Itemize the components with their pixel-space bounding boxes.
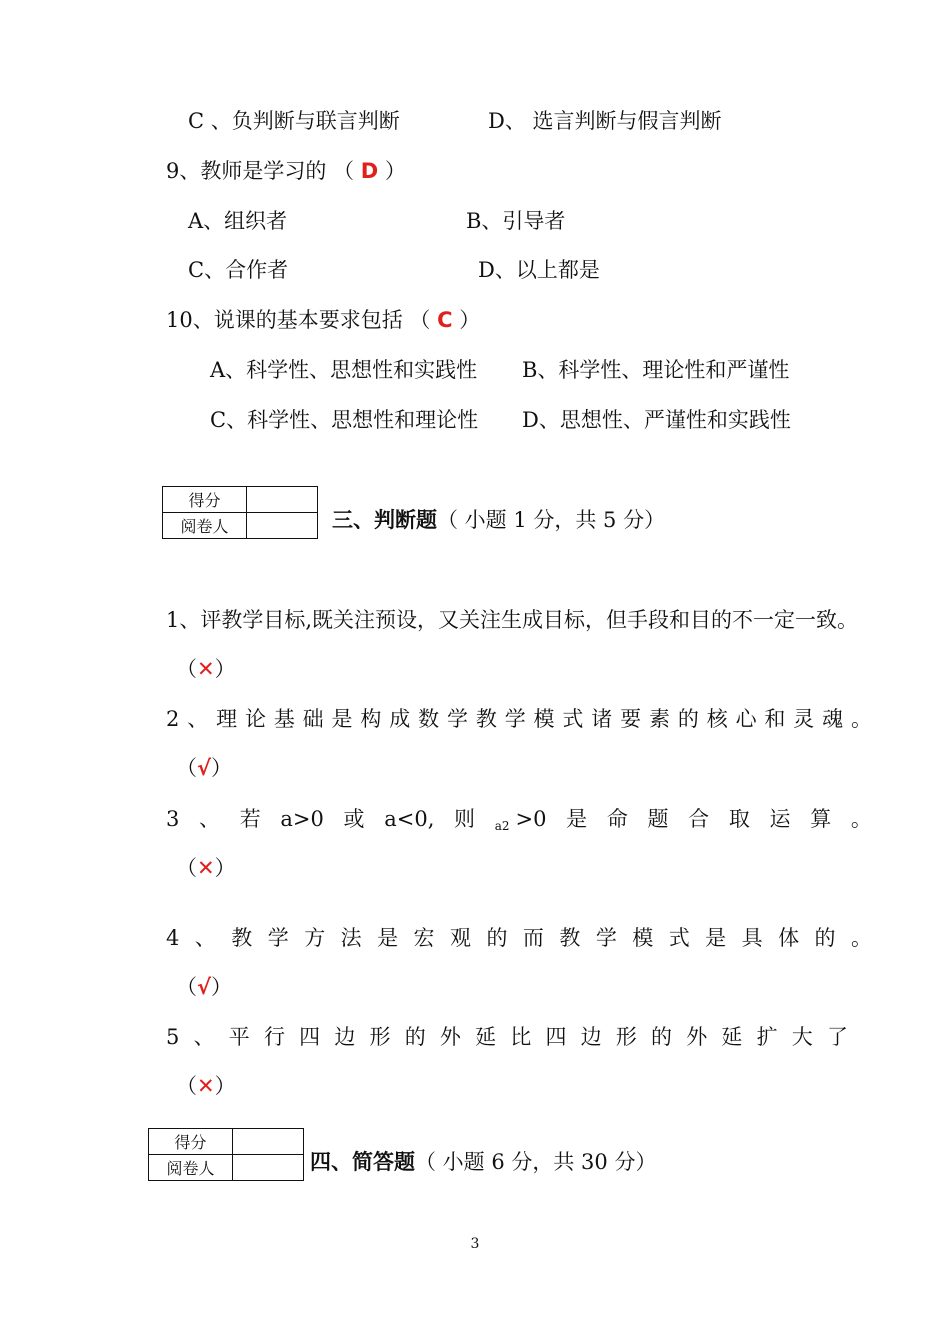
j2-char: 理 [216,707,238,731]
j5-char: 形 [369,1025,391,1049]
q9-option-c: C、合作者 [188,258,289,282]
j2-char: 、 [187,707,209,731]
j4-char: 法 [340,926,362,950]
j4-char: 的 [814,926,836,950]
page-number: 3 [470,1236,480,1252]
j2-char: 教 [475,707,497,731]
reviewer-label: 阅卷人 [149,1155,233,1181]
j4-char: 学 [267,926,289,950]
score-label: 得分 [163,487,247,513]
j4-char: 、 [194,926,216,950]
q10-stem-text: 10、说课的基本要求包括 （ [166,308,431,332]
j5-char: 边 [334,1025,356,1049]
j5-char: 平 [228,1025,250,1049]
q8-option-d: D、 选言判断与假言判断 [488,109,722,133]
j5-char: 扩 [756,1025,778,1049]
j5-char: 5 [166,1025,180,1049]
q10-close: ） [459,308,481,332]
paren-close: ） [211,756,233,780]
section4-heading [310,1148,656,1176]
j5-char: 了 [826,1025,848,1049]
j4-char: 式 [668,926,690,950]
j2-char: 诸 [591,707,613,731]
judgment-3-answer [176,854,236,882]
j3-token: 算 [810,807,832,831]
paren-open: （ [176,1074,197,1098]
j4-char: 宏 [413,926,435,950]
judgment-2-mark: √ [197,756,212,780]
q10-option-b: B、科学性、理论性和严谨性 [522,358,790,382]
j4-char: 4 [166,926,180,950]
paren-close: ） [211,975,233,999]
j3-token: 是 [566,807,588,831]
q9-answer: D [360,159,379,183]
j4-char: 学 [595,926,617,950]
j4-char: 教 [231,926,253,950]
reviewer-blank [247,513,318,539]
j2-char: 成 [389,707,411,731]
q9-close: ） [384,159,406,183]
j5-char: 行 [263,1025,285,1049]
j3-token: 题 [647,807,669,831]
q10-option-d: D、思想性、严谨性和实践性 [522,408,791,432]
j3-token [495,805,547,836]
j5-char: 外 [686,1025,708,1049]
score-label: 得分 [149,1129,233,1155]
j4-char: 体 [778,926,800,950]
judgment-3-text [166,805,872,836]
j2-char: 模 [533,707,555,731]
j4-char: 的 [486,926,508,950]
reviewer-label: 阅卷人 [163,513,247,539]
q10-option-c: C、科学性、思想性和理论性 [210,408,479,432]
paren-open: （ [176,657,197,681]
reviewer-blank [233,1155,304,1181]
j3-token: 、 [199,807,221,831]
judgment-1-mark: ✕ [197,657,215,681]
j5-char: 四 [545,1025,567,1049]
paren-close: ） [214,1074,236,1098]
q8-option-c: C 、负判断与联言判断 [188,109,400,133]
j3-token: 则 [454,807,476,831]
j4-char: 是 [377,926,399,950]
q10-stem [166,306,480,334]
j5-char: 的 [651,1025,672,1049]
j2-char: 和 [764,707,786,731]
j3-token: 运 [769,807,791,831]
judgment-5-text [166,1023,848,1051]
j2-char: 是 [331,707,353,731]
j5-char: 比 [510,1025,532,1049]
j4-char: 模 [632,926,654,950]
judgment-1-answer [176,655,236,683]
q10-option-a: A、科学性、思想性和实践性 [210,358,478,382]
j5-char: 外 [439,1025,461,1049]
j2-char: 核 [706,707,728,731]
j3-token: 合 [688,807,710,831]
j3-token: 若 [239,807,261,831]
j5-char: 的 [404,1025,426,1049]
j5-char: 大 [791,1025,813,1049]
score-table-section3 [162,486,318,539]
q9-stem [166,157,406,185]
j3-token: 3 [166,807,180,831]
j5-char: 、 [193,1025,215,1049]
judgment-4-text [166,924,872,952]
section3-title: 三、判断题 [332,508,437,532]
section4-note: （ 小题 6 分，共 30 分） [415,1150,657,1174]
q9-option-d: D、以上都是 [478,258,600,282]
q9-option-a: A、组织者 [188,209,288,233]
j2-char: 构 [360,707,382,731]
j2-char: 式 [562,707,584,731]
j5-char: 边 [580,1025,602,1049]
j3-token: a>0 [280,807,324,831]
j4-char: 具 [741,926,763,950]
judgment-5-answer [176,1072,236,1100]
judgment-1-text: 1、评教学目标,既关注预设，又关注生成目标，但手段和目的不一定一致。 [166,608,859,632]
paren-open: （ [176,856,197,880]
j2-char: 学 [446,707,468,731]
judgment-4-mark: √ [197,975,212,999]
j4-char: 观 [450,926,471,950]
j4-char: 教 [559,926,581,950]
paren-open: （ [176,975,197,999]
q9-option-b: B、引导者 [466,209,566,233]
j2-char: 要 [620,707,642,731]
j2-char: 灵 [793,707,815,731]
j2-char: 2 [166,707,180,731]
j3-subscript: a2 [494,819,510,833]
j5-char: 四 [299,1025,321,1049]
j2-char: 。 [851,707,872,731]
paren-close: ） [214,856,236,880]
score-table-section4 [148,1128,304,1181]
j2-char: 心 [735,707,757,731]
j2-char: 魂 [822,707,844,731]
j3-token: 。 [850,807,872,831]
paren-open: （ [176,756,197,780]
j2-char: 基 [273,707,295,731]
j2-char: 的 [677,707,699,731]
j4-char: 。 [850,926,872,950]
j3-token: 取 [728,807,750,831]
section4-title: 四、简答题 [310,1150,415,1174]
judgment-5-mark: ✕ [197,1074,215,1098]
j4-char: 是 [705,926,727,950]
j4-char: 而 [522,926,544,950]
j3-token: 命 [606,807,628,831]
j2-char: 素 [648,707,670,731]
j5-char: 延 [721,1025,743,1049]
j2-char: 论 [244,707,266,731]
j3-gt: >0 [515,807,547,831]
paren-close: ） [214,657,236,681]
q10-answer: C [437,308,453,332]
j2-char: 数 [418,707,440,731]
judgment-3-mark: ✕ [197,856,215,880]
score-blank [233,1129,304,1155]
j5-char: 延 [475,1025,497,1049]
j5-char: 形 [615,1025,637,1049]
j2-char: 础 [302,707,324,731]
section3-note: （ 小题 1 分，共 5 分） [437,508,666,532]
j3-token: 或 [343,807,365,831]
judgment-2-text [166,705,872,733]
score-blank [247,487,318,513]
judgment-2-answer [176,754,232,782]
j2-char: 学 [504,707,526,731]
section3-heading [332,506,665,534]
q9-stem-text: 9、教师是学习的 （ [166,159,355,183]
judgment-4-answer [176,973,232,1001]
j4-char: 方 [304,926,326,950]
j3-token: a<0, [384,807,435,831]
